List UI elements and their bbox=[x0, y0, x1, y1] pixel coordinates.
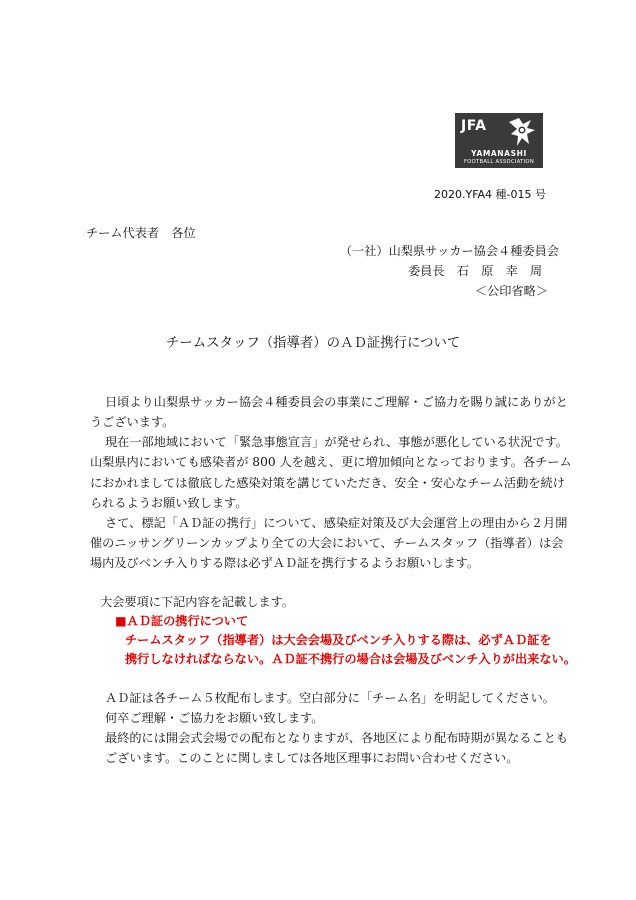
logo-name: YAMANASHI bbox=[471, 149, 527, 158]
document-number: 2020.YFA4 種-015 号 bbox=[433, 188, 546, 201]
closing-line-4: ございます。このことに関しましては各地区理事にお問い合わせください。 bbox=[105, 751, 519, 765]
addressee: チーム代表者 各位 bbox=[86, 226, 196, 240]
notice-line-1: チームスタッフ（指導者）は大会会場及びベンチ入りする際は、必ずＡＤ証を bbox=[125, 633, 552, 647]
jfa-yamanashi-logo bbox=[455, 113, 543, 168]
paragraph-2-line-1: 現在一部地域において「緊急事態宣言」が発せられ、事態が悪化している状況です。 bbox=[105, 435, 568, 449]
paragraph-1-line-2: うございます。 bbox=[90, 415, 175, 429]
notice-line-2: 携行しなければならない。ＡＤ証不携行の場合は会場及びベンチ入りが出来ない。 bbox=[125, 652, 576, 666]
paragraph-2-line-3: におかれましては徹底した感染対策を講じていただき、安全・安心なチーム活動を続け bbox=[90, 476, 565, 490]
logo-subtitle: FOOTBALL ASSOCIATION bbox=[463, 159, 535, 165]
closing-line-2: 何卒ご理解・ご協力をお願い致します。 bbox=[105, 711, 324, 725]
crow-emblem-icon bbox=[505, 116, 539, 148]
seal-omitted-note: ＜公印省略＞ bbox=[474, 284, 548, 298]
paragraph-3-line-2: 催のニッサングリーンカップより全ての大会において、チームスタッフ（指導者）は会 bbox=[90, 536, 564, 550]
paragraph-3-line-1: さて、標記「ＡＤ証の携行」について、感染症対策及び大会運営上の理由から２月開 bbox=[105, 516, 568, 530]
closing-line-3: 最終的には開会式会場での配布となりますが、各地区により配布時期が異なることも bbox=[105, 731, 569, 745]
paragraph-2-line-2: 山梨県内においても感染者が 800 人を越え、更に増加傾向となっております。各チーム bbox=[90, 455, 572, 469]
sender-chair: 委員長 石 原 幸 周 bbox=[408, 264, 543, 278]
logo-abbr: JFA bbox=[461, 118, 487, 134]
notice-intro: 大会要項に下記内容を記載します。 bbox=[100, 595, 295, 609]
paragraph-3-line-3: 場内及びベンチ入りする際は必ずＡＤ証を携行するようお願いします。 bbox=[90, 556, 480, 570]
sender-organization: （一社）山梨県サッカー協会４種委員会 bbox=[339, 244, 559, 258]
paragraph-1-line-1: 日頃より山梨県サッカー協会４種委員会の事業にご理解・ご協力を賜り誠にありがと bbox=[105, 395, 568, 409]
paragraph-2-line-4: られるようお願い致します。 bbox=[90, 496, 248, 510]
document-title: チームスタッフ（指導者）のＡＤ証携行について bbox=[166, 336, 461, 351]
closing-line-1: ＡＤ証は各チーム５枚配布します。空白部分に「チーム名」を明記してください。 bbox=[105, 691, 555, 705]
notice-heading: ■ＡＤ証の携行について bbox=[115, 614, 249, 628]
